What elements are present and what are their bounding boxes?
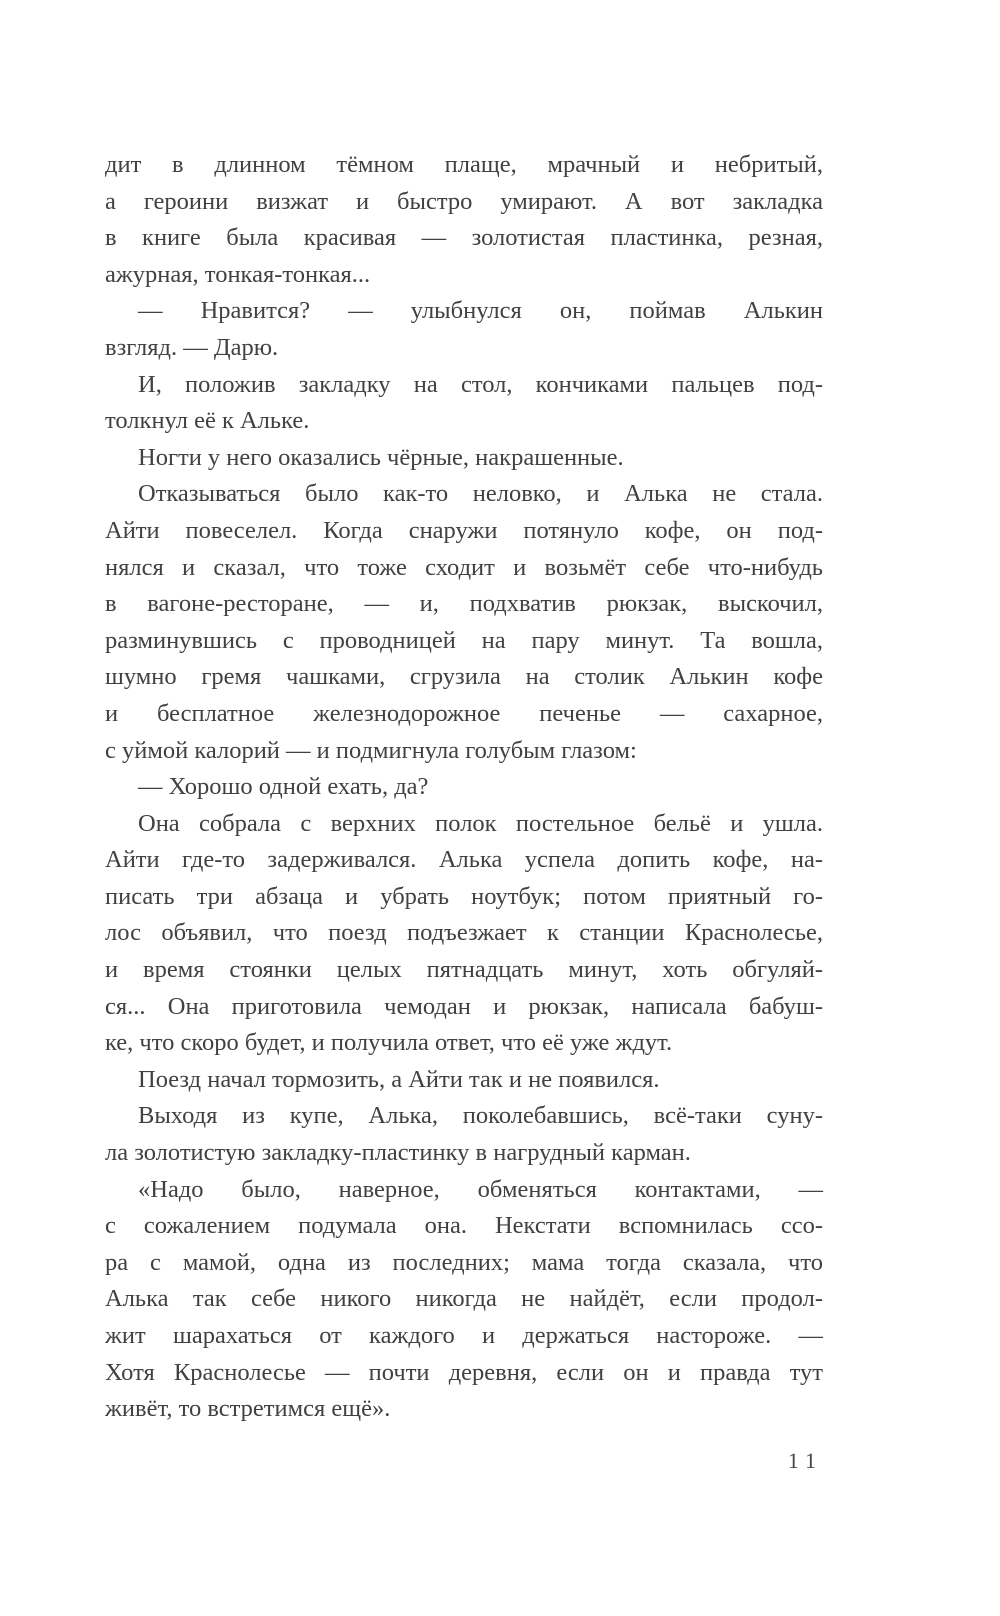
text-line: ажурная, тонкая-тонкая... — [105, 260, 371, 288]
text-line: Отказываться было как-то неловко, и Алька не стала. — [138, 480, 823, 508]
text-line: — Хорошо одной ехать, да? — [138, 773, 429, 801]
text-line: Поезд начал тормозить, а Айти так и не появился. — [138, 1065, 660, 1093]
text-line: а героини визжат и быстро умирают. А вот закладка — [105, 187, 823, 215]
text-line: и время стоянки целых пятнадцать минут, хоть обгуляй- — [105, 956, 823, 984]
text-line: живёт, то встретимся ещё». — [105, 1395, 391, 1423]
text-line: Алька так себе никого никогда не найдёт, если продол- — [105, 1285, 823, 1313]
text-line: Ногти у него оказались чёрные, накрашенные. — [138, 443, 624, 471]
text-line: — Нравится? — улыбнулся он, поймав Алькин — [138, 297, 823, 325]
book-text — [105, 147, 823, 1428]
text-line: Выходя из купе, Алька, поколебавшись, всё-таки суну- — [138, 1102, 823, 1130]
text-line: Айти где-то задерживался. Алька успела допить кофе, на- — [105, 846, 823, 874]
page-number: 11 — [787, 1448, 823, 1473]
text-line: нялся и сказал, что тоже сходит и возьмёт себе что-нибудь — [105, 553, 823, 581]
text-line: с сожалением подумала она. Некстати вспомнилась ссо- — [105, 1212, 823, 1240]
text-line: толкнул её к Альке. — [105, 407, 310, 435]
text-line: ра с мамой, одна из последних; мама тогда сказала, что — [105, 1248, 823, 1276]
text-line: Айти повеселел. Когда снаружи потянуло кофе, он под- — [105, 516, 823, 544]
text-line: «Надо было, наверное, обменяться контактами, — — [138, 1175, 823, 1203]
text-line: ке, что скоро будет, и получила ответ, что её уже ждут. — [105, 1029, 673, 1057]
text-line: лос объявил, что поезд подъезжает к станции Краснолесье, — [105, 919, 823, 947]
text-line: разминувшись с проводницей на пару минут. Та вошла, — [105, 626, 823, 654]
text-line: взгляд. — Дарю. — [105, 333, 279, 361]
text-line: ся... Она приготовила чемодан и рюкзак, написала бабуш- — [105, 992, 823, 1020]
text-line: писать три абзаца и убрать ноутбук; потом приятный го- — [105, 882, 823, 910]
text-line: Она собрала с верхних полок постельное бельё и ушла. — [138, 809, 823, 837]
text-line: с уймой калорий — и подмигнула голубым глазом: — [105, 736, 637, 764]
text-line: Хотя Краснолесье — почти деревня, если он и правда тут — [105, 1358, 823, 1386]
text-line: И, положив закладку на стол, кончиками пальцев под- — [138, 370, 823, 398]
text-line: шумно гремя чашками, сгрузила на столик Алькин кофе — [105, 663, 823, 691]
text-line: ла золотистую закладку-пластинку в нагрудный карман. — [105, 1139, 691, 1167]
text-line: и бесплатное железнодорожное печенье — сахарное, — [105, 699, 823, 727]
text-line: дит в длинном тёмном плаще, мрачный и небритый, — [105, 151, 823, 178]
text-line: жит шарахаться от каждого и держаться настороже. — — [105, 1322, 823, 1349]
text-line: в вагоне-ресторане, — и, подхватив рюкзак, выскочил, — [105, 590, 823, 618]
text-line: в книге была красивая — золотистая пластинка, резная, — [105, 224, 823, 252]
